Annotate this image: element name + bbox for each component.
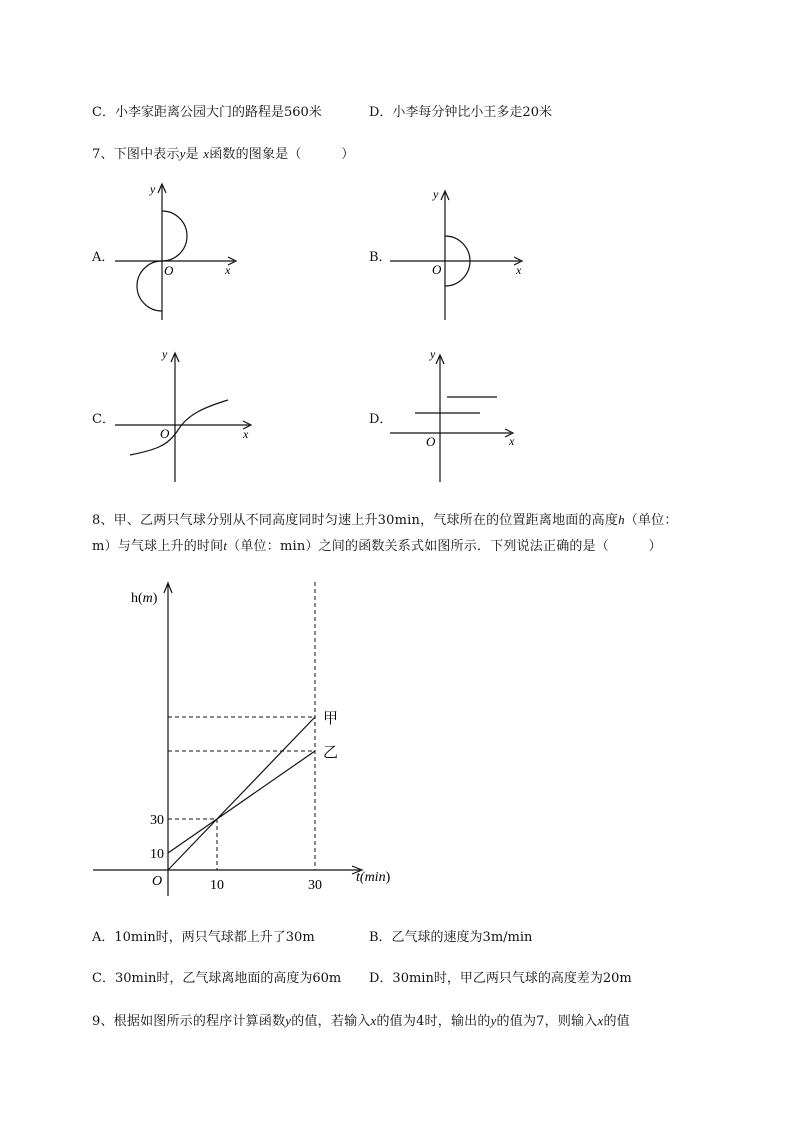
origin-label: O bbox=[164, 263, 174, 278]
q8-stem-line2 bbox=[92, 535, 662, 554]
q9-suffix: 的值 bbox=[603, 1014, 630, 1029]
y-label: y bbox=[433, 187, 439, 201]
origin-label: O bbox=[160, 426, 170, 441]
x-axis-label: t(min) bbox=[356, 870, 391, 885]
q7-stem bbox=[92, 143, 354, 162]
q8-line2-prefix: m）与气球上升的时间 bbox=[92, 539, 224, 554]
q8-chart bbox=[90, 578, 410, 898]
q9-var-x: x bbox=[370, 1013, 377, 1028]
q7-graph-b bbox=[385, 180, 535, 325]
series-label-乙: 乙 bbox=[323, 745, 339, 761]
x-tick-label-30: 30 bbox=[308, 878, 322, 893]
q7-graph-c-letter: C． bbox=[92, 412, 115, 427]
q9-num-7: 7 bbox=[536, 1014, 545, 1029]
series-label-甲: 甲 bbox=[323, 711, 339, 727]
q9-mid5: ，则输入 bbox=[544, 1014, 598, 1029]
q9-var-y: y bbox=[285, 1013, 292, 1028]
series-line-乙 bbox=[168, 751, 315, 853]
q7-graph-d bbox=[385, 342, 535, 487]
q8-option-c: C．30min时，乙气球离地面的高度为60m bbox=[92, 971, 342, 986]
upper-semicircle bbox=[162, 211, 187, 261]
q7-var-x: x bbox=[203, 146, 210, 161]
q8-stem-line1 bbox=[92, 509, 678, 528]
q7-graph-b-letter: B． bbox=[369, 250, 392, 265]
x-label: x bbox=[516, 263, 522, 277]
q6-option-c: C．小李家距离公园大门的路程是560米 bbox=[92, 105, 322, 120]
q7-stem-prefix: 7、下图中表示 bbox=[92, 147, 180, 162]
x-label: x bbox=[225, 263, 231, 277]
q9-mid1: 的值，若输入 bbox=[291, 1014, 371, 1029]
y-tick-label-10: 10 bbox=[150, 847, 164, 862]
q7-stem-suffix: 函数的图象是（ ） bbox=[209, 147, 355, 162]
q9-mid3: 时，输出的 bbox=[424, 1014, 491, 1029]
y-tick-label-30: 30 bbox=[150, 813, 164, 828]
q9-var-x2: x bbox=[597, 1013, 604, 1028]
series-line-甲 bbox=[168, 717, 315, 870]
lower-semicircle bbox=[137, 261, 162, 311]
q9-num-4: 4 bbox=[416, 1014, 425, 1029]
q9-mid4: 的值为 bbox=[496, 1014, 537, 1029]
q7-stem-mid: 是 bbox=[185, 147, 199, 162]
q7-graph-a-letter: A． bbox=[92, 250, 115, 265]
y-label: y bbox=[430, 347, 436, 361]
x-label: x bbox=[243, 427, 249, 441]
q9-prefix: 9、根据如图所示的程序计算函数 bbox=[92, 1014, 286, 1029]
q8-line1-suffix: （单位： bbox=[624, 513, 678, 528]
y-axis-label: h(m) bbox=[131, 591, 158, 606]
q9-stem bbox=[92, 1010, 630, 1029]
q7-var-y: y bbox=[179, 146, 186, 161]
q8-var-h: h bbox=[618, 512, 625, 527]
origin-label: O bbox=[152, 874, 163, 889]
q8-option-a: A．10min时，两只气球都上升了30m bbox=[92, 930, 315, 945]
origin-label: O bbox=[432, 262, 442, 277]
q8-line1-prefix: 8、甲、乙两只气球分别从不同高度同时匀速上升30min，气球所在的位置距离地面的高度 bbox=[92, 513, 619, 528]
q9-var-y2: y bbox=[490, 1013, 497, 1028]
origin-label: O bbox=[426, 434, 436, 449]
q6-option-d: D．小李每分钟比小王多走20米 bbox=[369, 105, 552, 120]
q9-mid2: 的值为 bbox=[376, 1014, 417, 1029]
q7-graph-d-letter: D． bbox=[369, 412, 393, 427]
q7-graph-c bbox=[110, 342, 260, 487]
s-curve bbox=[130, 400, 228, 455]
q8-option-b: B．乙气球的速度为3m/min bbox=[369, 930, 533, 945]
y-label: y bbox=[162, 347, 168, 361]
x-tick-label-10: 10 bbox=[210, 878, 224, 893]
q8-var-t: t bbox=[223, 538, 228, 553]
q8-line2-suffix: （单位：min）之间的函数关系式如图所示．下列说法正确的是（ ） bbox=[227, 539, 662, 554]
q8-option-d: D．30min时，甲乙两只气球的高度差为20m bbox=[369, 971, 632, 986]
y-label: y bbox=[150, 182, 156, 196]
x-label: x bbox=[509, 434, 515, 448]
q7-graph-a bbox=[110, 180, 250, 325]
